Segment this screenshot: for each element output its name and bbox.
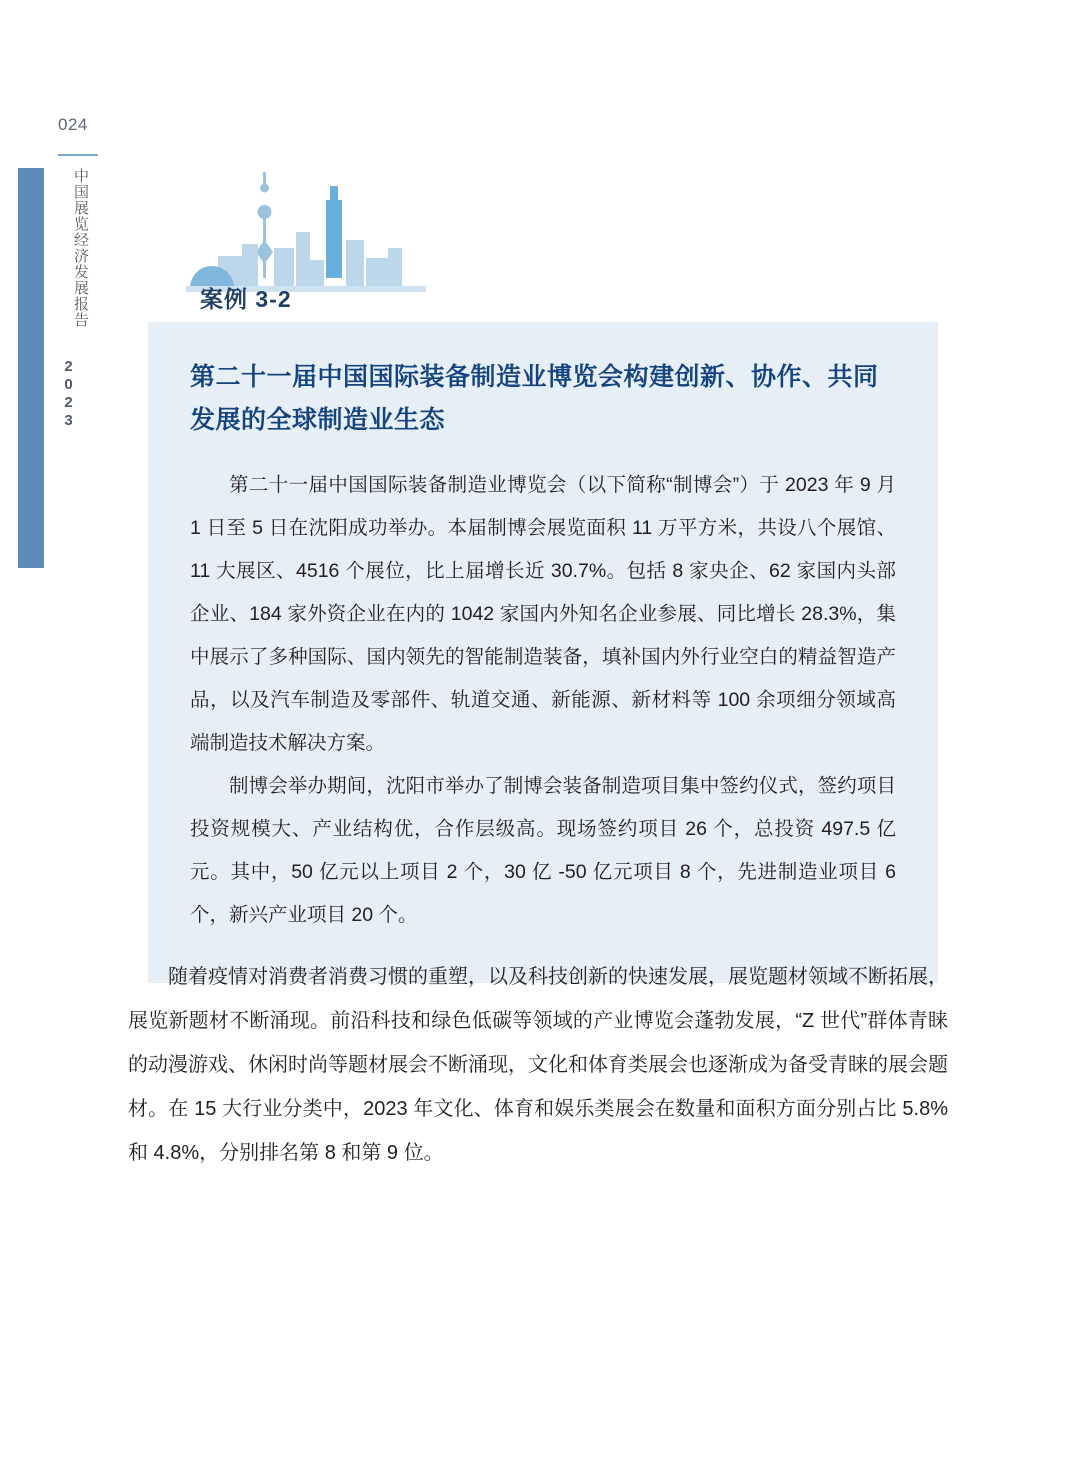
page-number: 024	[58, 115, 88, 134]
body-paragraph: 随着疫情对消费者消费习惯的重塑，以及科技创新的快速发展，展览题材领域不断拓展，展览新题材不断涌现。前沿科技和绿色低碳等领域的产业博览会蓬勃发展，“Z 世代”群体青睐的动漫游戏、休闲时尚等题材展会不断涌现，文化和体育类展会也逐渐成为备受青睐的展会题材。在 15 大行业分类中，2023 年文化、体育和娱乐类展会在数量和面积方面分别占比 5.8% 和 4.8%，分别排名第 8 和第 9 位。	[128, 966, 948, 1164]
left-accent-bar	[18, 168, 44, 568]
case-study-block	[148, 160, 938, 983]
case-paragraph-1: 第二十一届中国国际装备制造业博览会（以下简称“制博会”）于 2023 年 9 月 1 日至 5 日在沈阳成功举办。本届制博会展览面积 11 万平方米，共设八个展馆、11 大展区、4516 个展位，比上届增长近 30.7%。包括 8 家央企、62 家国内头部企业、184 家外资企业在内的 1042 家国内外知名企业参展、同比增长 28.3%，集中展示了多种国际、国内领先的智能制造装备，填补国内外行业空白的精益智造产品，以及汽车制造及零部件、轨道交通、新能源、新材料等 100 余项细分领域高端制造技术解决方案。	[190, 474, 896, 754]
case-content-box	[148, 322, 938, 983]
case-heading: 第二十一届中国国际装备制造业博览会构建创新、协作、共同发展的全球制造业生态	[190, 363, 879, 434]
running-title: 中国展览经济发展报告	[72, 168, 89, 328]
side-divider	[58, 154, 98, 156]
case-paragraph-2: 制博会举办期间，沈阳市举办了制博会装备制造项目集中签约仪式，签约项目投资规模大、产业结构优，合作层级高。现场签约项目 26 个，总投资 497.5 亿元。其中，50 亿元以上项目 2 个，30 亿 -50 亿元项目 8 个，先进制造业项目 6 个，新兴产业项目 20 个。	[190, 775, 896, 926]
case-tag-label: 案例 3-2	[200, 286, 292, 312]
running-year: 2023	[60, 358, 77, 430]
